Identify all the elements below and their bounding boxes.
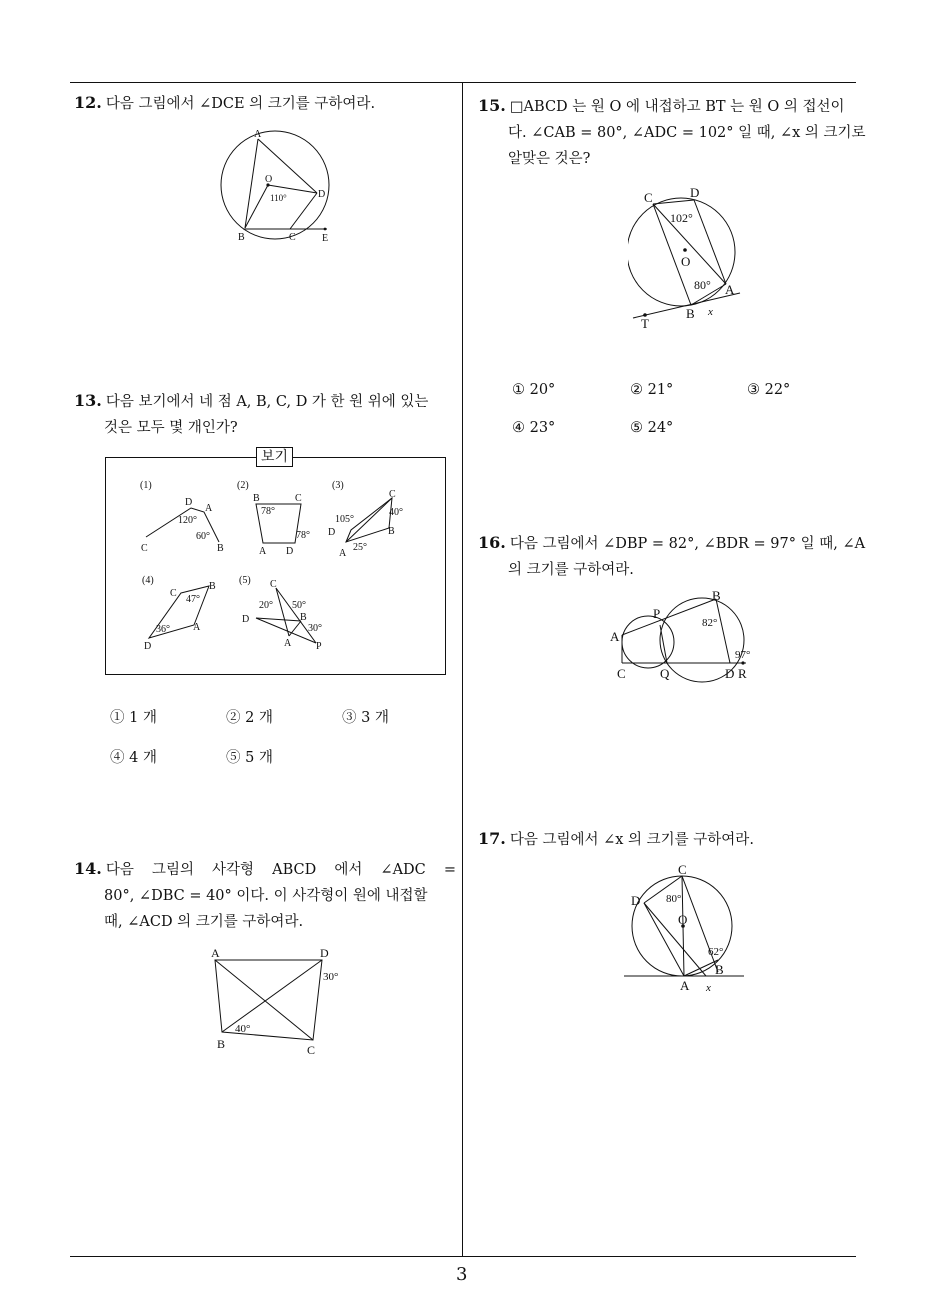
svg-text:D: D	[328, 527, 336, 538]
column-divider	[462, 82, 463, 1257]
label-C: C	[644, 190, 653, 205]
bogi-fig-2	[237, 480, 310, 557]
q17-figure	[620, 860, 760, 1000]
svg-text:60°: 60°	[196, 531, 210, 542]
svg-text:36°: 36°	[156, 624, 170, 635]
svg-text:B: B	[217, 543, 224, 554]
question-number: 14.	[74, 859, 102, 878]
angle-80: 80°	[666, 893, 682, 905]
label-B: B	[686, 306, 695, 321]
svg-text:D: D	[286, 546, 294, 557]
label-x: x	[708, 306, 713, 318]
svg-text:B: B	[388, 526, 395, 537]
question-number: 17.	[478, 829, 506, 848]
angle-80: 80°	[694, 278, 711, 292]
angle-102: 102°	[670, 211, 693, 225]
svg-text:40°: 40°	[389, 507, 403, 518]
q13-bogi-figures	[106, 470, 443, 670]
svg-text:D: D	[185, 497, 193, 508]
angle-40: 40°	[235, 1023, 251, 1035]
page-number: 3	[456, 1264, 468, 1285]
question-16	[478, 530, 865, 583]
label-B: B	[238, 232, 245, 243]
label-P: P	[653, 606, 661, 621]
svg-text:120°: 120°	[178, 515, 197, 526]
svg-text:C: C	[141, 543, 148, 554]
bogi-fig-4	[142, 575, 216, 652]
top-rule	[70, 82, 856, 83]
svg-text:(2): (2)	[237, 480, 249, 491]
svg-text:D: D	[242, 614, 250, 625]
label-B: B	[715, 962, 724, 977]
question-13	[74, 388, 428, 441]
svg-text:A: A	[339, 548, 347, 559]
question-text-line2: 다. ∠CAB = 80°, ∠ADC = 102° 일 때, ∠x 의 크기로	[508, 125, 866, 141]
question-text-line3: 알맞은 것은?	[508, 151, 591, 167]
svg-text:P: P	[316, 641, 322, 652]
label-D: D	[631, 893, 641, 908]
label-C: C	[307, 1043, 316, 1057]
angle-82: 82°	[702, 617, 718, 629]
choice-3[interactable]: ③ 22°	[747, 382, 791, 398]
choice-4[interactable]: ④ 4 개	[110, 750, 157, 766]
svg-text:(4): (4)	[142, 575, 154, 586]
label-O: O	[678, 912, 688, 927]
svg-text:B: B	[253, 493, 260, 504]
svg-text:25°: 25°	[353, 542, 367, 553]
question-text: 다음 그림에서 ∠x 의 크기를 구하여라.	[509, 832, 754, 848]
svg-text:C: C	[295, 493, 302, 504]
svg-text:A: A	[193, 622, 201, 633]
svg-text:A: A	[205, 503, 213, 514]
choice-1[interactable]: ① 1 개	[110, 710, 157, 726]
angle-30: 30°	[323, 971, 339, 983]
svg-text:20°: 20°	[259, 600, 273, 611]
bogi-fig-1	[140, 480, 224, 554]
svg-text:(1): (1)	[140, 480, 152, 491]
choice-2[interactable]: ② 21°	[630, 382, 674, 398]
q16-figure	[606, 585, 766, 685]
question-text-line1: □ABCD 는 원 O 에 내접하고 BT 는 원 O 의 접선이	[509, 99, 845, 115]
label-R: R	[738, 666, 747, 681]
svg-text:B: B	[300, 612, 307, 623]
choice-3[interactable]: ③ 3 개	[342, 710, 389, 726]
bogi-fig-3	[328, 480, 403, 559]
question-17	[478, 826, 754, 853]
q12-figure	[210, 125, 350, 250]
svg-text:A: A	[259, 546, 267, 557]
choice-5[interactable]: ⑤ 5 개	[226, 750, 273, 766]
label-T: T	[641, 316, 649, 330]
svg-text:D: D	[144, 641, 152, 652]
label-D: D	[690, 185, 700, 200]
question-text-line1: 다음 그림의 사각형 ABCD 에서 ∠ADC =	[105, 862, 456, 878]
svg-text:A: A	[284, 638, 292, 649]
label-D: D	[320, 946, 329, 960]
svg-text:B: B	[209, 581, 216, 592]
label-Q: Q	[660, 666, 670, 681]
question-text-line2: 것은 모두 몇 개인가?	[104, 420, 238, 436]
label-B: B	[712, 588, 721, 603]
choice-5[interactable]: ⑤ 24°	[630, 420, 674, 436]
question-number: 12.	[74, 93, 102, 112]
label-A: A	[610, 629, 620, 644]
svg-text:50°: 50°	[292, 600, 306, 611]
angle-110: 110°	[270, 193, 287, 203]
q15-figure	[628, 180, 748, 330]
question-12	[74, 90, 375, 117]
svg-text:47°: 47°	[186, 594, 200, 605]
svg-text:C: C	[270, 579, 277, 590]
label-E: E	[322, 233, 329, 244]
svg-text:30°: 30°	[308, 623, 322, 634]
question-text-line2: 80°, ∠DBC = 40° 이다. 이 사각형이 원에 내접할	[104, 888, 428, 904]
question-number: 15.	[478, 96, 506, 115]
label-A: A	[254, 129, 262, 140]
question-14	[74, 856, 456, 935]
label-A: A	[725, 282, 735, 297]
bogi-fig-5	[239, 575, 322, 652]
label-C: C	[678, 862, 687, 877]
question-number: 16.	[478, 533, 506, 552]
bottom-rule	[70, 1256, 856, 1257]
question-text: 다음 그림에서 ∠DCE 의 크기를 구하여라.	[105, 96, 376, 112]
label-C: C	[617, 666, 626, 681]
choice-1[interactable]: ① 20°	[512, 382, 556, 398]
q14-figure	[205, 940, 355, 1065]
label-C: C	[289, 232, 296, 243]
question-text-line1: 다음 보기에서 네 점 A, B, C, D 가 한 원 위에 있는	[105, 394, 429, 410]
label-O: O	[265, 174, 273, 185]
label-D: D	[318, 189, 326, 200]
svg-text:105°: 105°	[335, 514, 354, 525]
label-A: A	[680, 978, 690, 993]
angle-97: 97°	[735, 649, 751, 661]
label-A: A	[211, 946, 220, 960]
bogi-label: 보기	[256, 447, 293, 467]
question-15	[478, 93, 866, 172]
svg-text:(3): (3)	[332, 480, 344, 491]
question-text-line3: 때, ∠ACD 의 크기를 구하여라.	[104, 914, 304, 930]
svg-text:78°: 78°	[261, 506, 275, 517]
svg-text:(5): (5)	[239, 575, 251, 586]
svg-text:C: C	[389, 489, 396, 500]
angle-62: 62°	[708, 946, 724, 958]
choice-4[interactable]: ④ 23°	[512, 420, 556, 436]
label-D: D	[725, 666, 735, 681]
question-text-line1: 다음 그림에서 ∠DBP = 82°, ∠BDR = 97° 일 때, ∠A	[509, 536, 866, 552]
question-number: 13.	[74, 391, 102, 410]
label-B: B	[217, 1037, 226, 1051]
label-x: x	[706, 982, 711, 994]
question-text-line2: 의 크기를 구하여라.	[508, 562, 634, 578]
svg-text:78°: 78°	[296, 530, 310, 541]
choice-2[interactable]: ② 2 개	[226, 710, 273, 726]
svg-text:C: C	[170, 588, 177, 599]
label-O: O	[681, 254, 691, 269]
